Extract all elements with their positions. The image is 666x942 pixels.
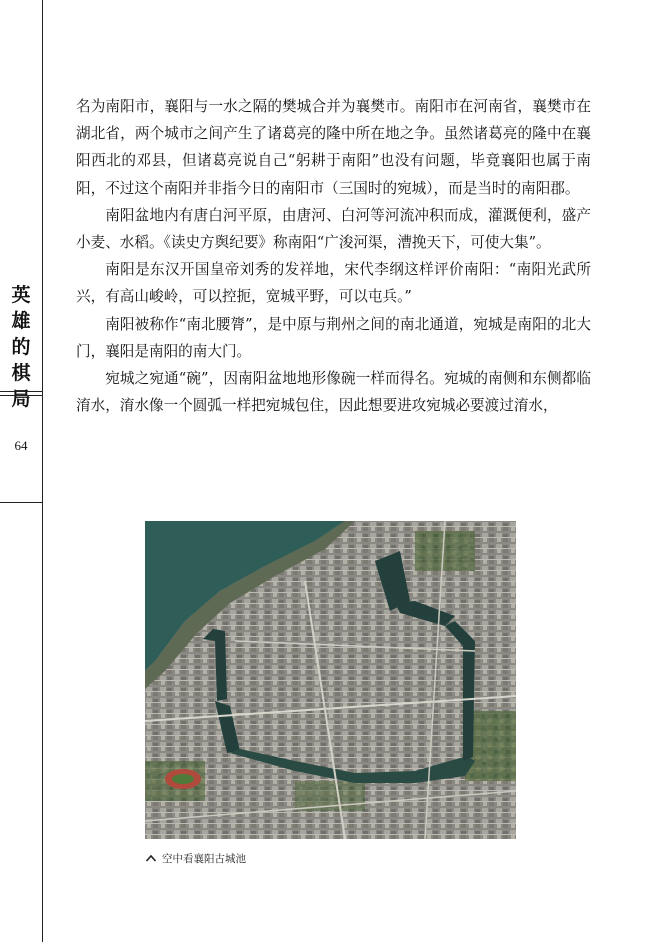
book-title-char: 局: [11, 388, 31, 410]
paragraph: 名为南阳市，襄阳与一水之隔的樊城合并为襄樊市。南阳市在河南省，襄樊市在湖北省，两个城市之间产生了诸葛亮的隆中所在地之争。虽然诸葛亮的隆中在襄阳西北的邓县，但诸葛亮说自己“躬耕于南阳”也没有问题，毕竟襄阳也属于南阳，不过这个南阳并非指今日的南阳市（三国时的宛城），而是当时的南阳郡。: [76, 98, 591, 197]
book-title-vertical: [4, 282, 38, 412]
paragraph: 南阳盆地内有唐白河平原，由唐河、白河等河流冲积而成，灌溉便利，盛产小麦、水稻。《读史方舆纪要》称南阳“广浚河渠，漕挽天下，可使大集”。: [76, 206, 591, 252]
book-title-char: 的: [11, 336, 31, 358]
margin-sidebar: [0, 0, 43, 942]
caption-text: 空中看襄阳古城池: [162, 852, 246, 865]
paragraph: 南阳被称作“南北腰膂”，是中原与荆州之间的南北通道，宛城是南阳的北大门，襄阳是南阳的南大门。: [76, 315, 591, 360]
aerial-city-image: [145, 521, 516, 839]
aerial-photo: [145, 521, 516, 839]
book-title-char: 雄: [11, 310, 31, 332]
figure-caption: [145, 849, 246, 867]
book-title-char: 英: [11, 284, 31, 306]
body-text: [76, 93, 591, 419]
divider: [0, 502, 42, 503]
paragraph: 南阳是东汉开国皇帝刘秀的发祥地，宋代李纲这样评价南阳：“南阳光武所兴，有高山峻岭，可以控扼，宽城平野，可以屯兵。”: [76, 261, 591, 306]
page-number: 64: [14, 438, 28, 453]
divider: [0, 395, 42, 396]
caret-up-icon: [145, 853, 157, 863]
book-title-char: 棋: [11, 362, 31, 384]
divider: [0, 391, 42, 392]
paragraph: 宛城之宛通“碗”，因南阳盆地地形像碗一样而得名。宛城的南侧和东侧都临淯水，淯水像一个圆弧一样把宛城包住，因此想要进攻宛城必要渡过淯水，: [76, 370, 591, 415]
